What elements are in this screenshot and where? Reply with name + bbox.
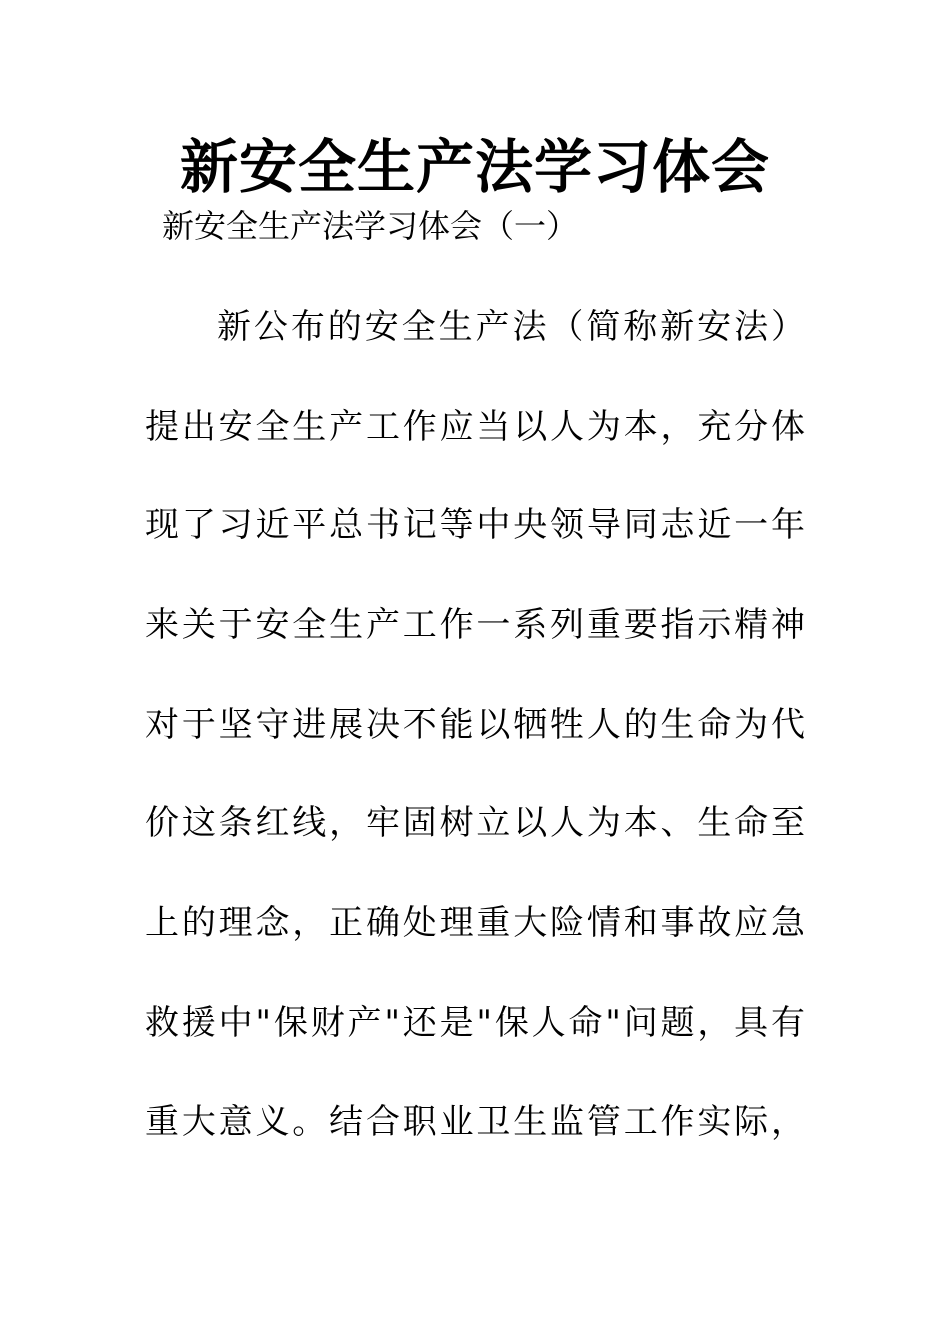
paragraph-line: 对于坚守进展决不能以牺牲人的生命为代 [145,705,805,745]
paragraph-line: 上的理念，正确处理重大险情和事故应急 [145,903,805,943]
paragraph-line: 来关于安全生产工作一系列重要指示精神 [145,605,805,645]
paragraph-line: 救援中"保财产"还是"保人命"问题，具有 [145,1003,805,1043]
document-title: 新安全生产法学习体会 [179,133,770,201]
paragraph-line: 现了习近平总书记等中央领导同志近一年 [145,505,805,545]
paragraph-line: 价这条红线，牢固树立以人为本、生命至 [145,803,805,843]
paragraph-line: 新公布的安全生产法（简称新安法） [217,307,805,347]
document-subtitle: 新安全生产法学习体会（一） [162,207,579,245]
paragraph-line: 提出安全生产工作应当以人为本，充分体 [145,407,805,447]
paragraph-line: 重大意义。结合职业卫生监管工作实际， [145,1102,805,1142]
